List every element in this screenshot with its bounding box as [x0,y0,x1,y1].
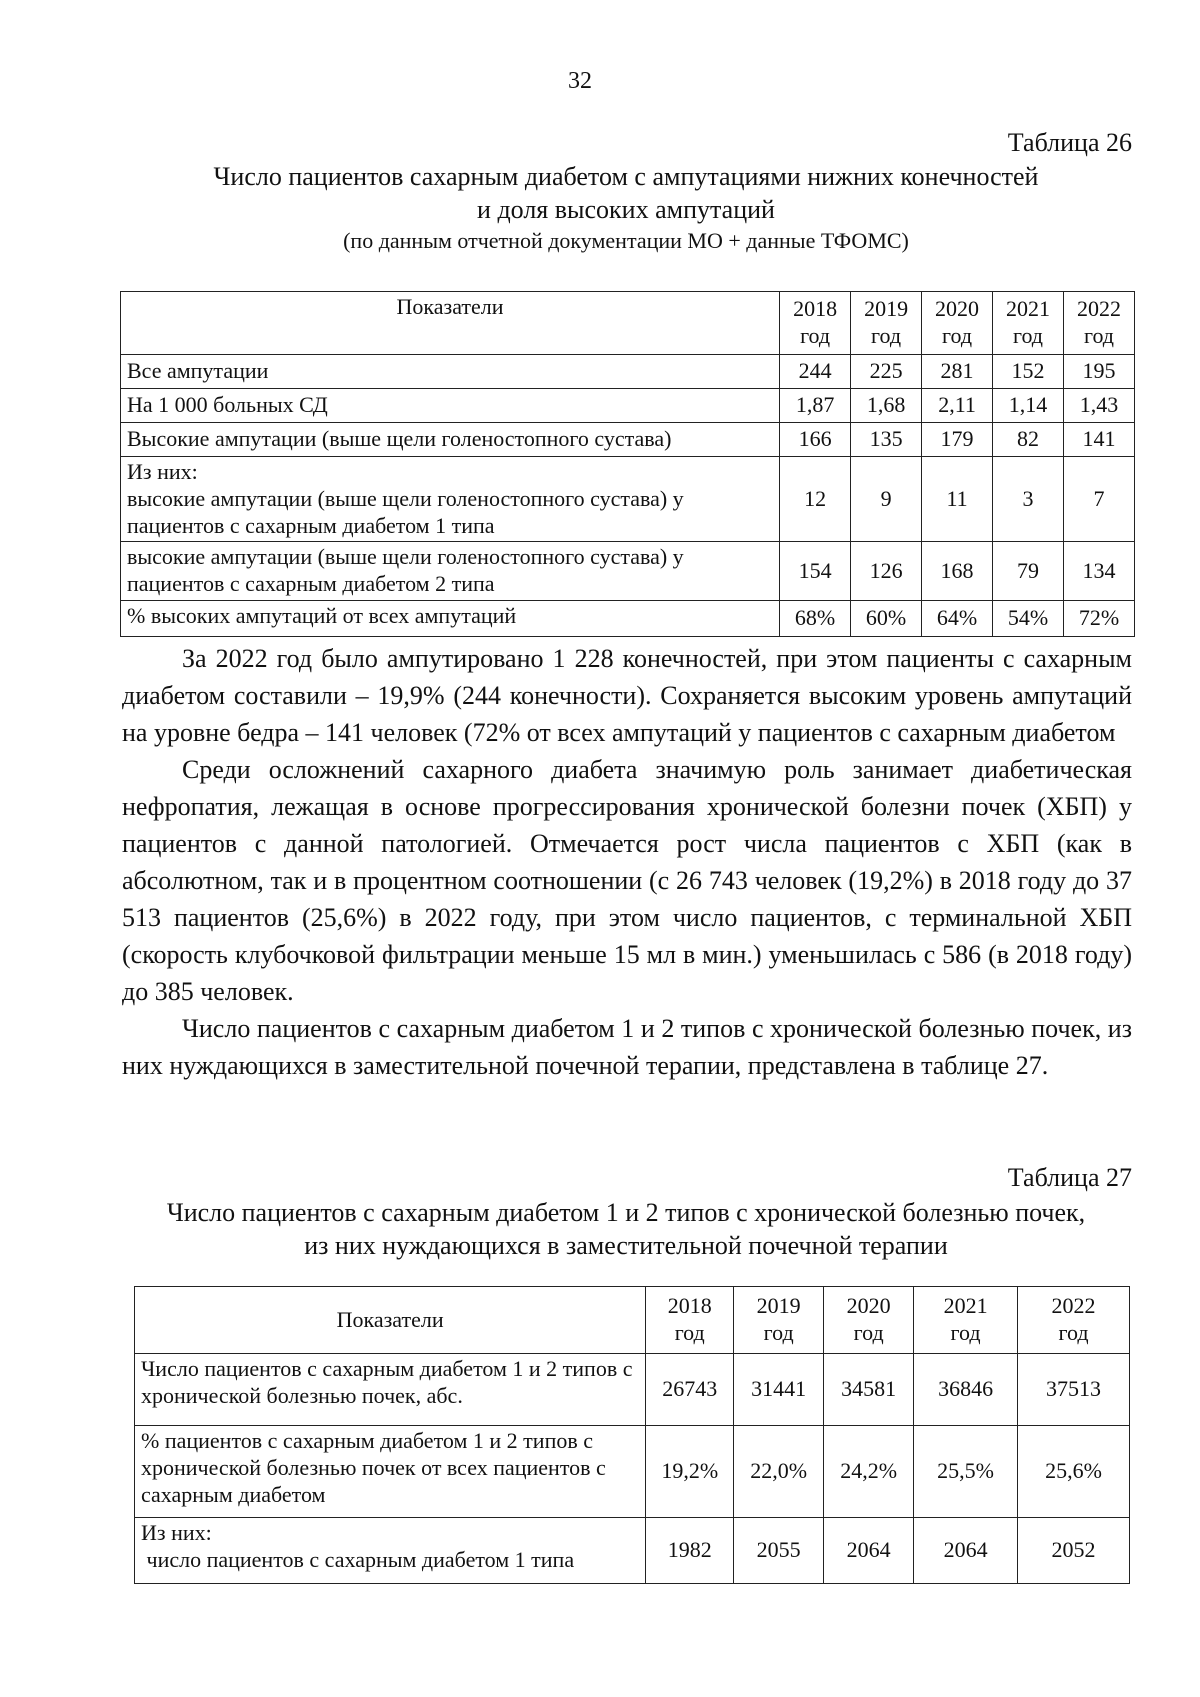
cell-value: 25,5% [914,1426,1018,1518]
table-27-title [120,1196,1132,1263]
cell-value: 60% [851,601,922,637]
cell-value: 82 [993,423,1064,457]
table-26-header-year: 2019 год [851,292,922,355]
table-row [121,423,1135,457]
cell-value: 2052 [1018,1518,1130,1584]
table-26 [120,291,1135,637]
cell-value: 72% [1063,601,1134,637]
table-26-header-year: 2021 год [993,292,1064,355]
row-label: высокие ампутации (выше щели голеностопного сустава) у пациентов с сахарным диабетом 2 типа [121,542,780,601]
paragraph: Число пациентов с сахарным диабетом 1 и 2 типов с хронической болезнью почек, из них нуждающихся в заместительной почечной терапии, представлена в таблице 27. [122,1014,1132,1080]
cell-value: 24,2% [824,1426,914,1518]
cell-value: 25,6% [1018,1426,1130,1518]
table-26-header-indicator: Показатели [121,292,780,355]
cell-value: 9 [851,457,922,542]
cell-value: 2,11 [922,389,993,423]
table-27-header-indicator: Показатели [135,1287,646,1354]
cell-value: 31441 [734,1354,824,1426]
cell-value: 134 [1063,542,1134,601]
cell-value: 12 [780,457,851,542]
table-27-header-row [135,1287,1130,1354]
cell-value: 1982 [646,1518,734,1584]
table-row [135,1518,1130,1584]
row-label: Из них: число пациентов с сахарным диабетом 1 типа [135,1518,646,1584]
cell-value: 141 [1063,423,1134,457]
table-26-subtitle: (по данным отчетной документации МО + данные ТФОМС) [343,227,909,253]
row-label: Из них: высокие ампутации (выше щели голеностопного сустава) у пациентов с сахарным диабетом 1 типа [121,457,780,542]
cell-value: 79 [993,542,1064,601]
cell-value: 22,0% [734,1426,824,1518]
cell-value: 36846 [914,1354,1018,1426]
cell-value: 179 [922,423,993,457]
cell-value: 19,2% [646,1426,734,1518]
table-row [121,355,1135,389]
table-26-header-year: 2020 год [922,292,993,355]
table-26-title [120,160,1132,255]
table-row [135,1426,1130,1518]
table-26-label: Таблица 26 [1007,128,1132,157]
row-label: Все ампутации [121,355,780,389]
cell-value: 166 [780,423,851,457]
table-27-header-year: 2022 год [1018,1287,1130,1354]
cell-value: 1,14 [993,389,1064,423]
cell-value: 54% [993,601,1064,637]
table-27-title-line2: из них нуждающихся в заместительной почечной терапии [304,1231,948,1261]
table-row [121,601,1135,637]
cell-value: 2055 [734,1518,824,1584]
page-number: 32 [568,68,592,94]
table-26-title-line1: Число пациентов сахарным диабетом с ампутациями нижних конечностей [213,162,1039,191]
cell-value: 281 [922,355,993,389]
table-row [135,1354,1130,1426]
cell-value: 37513 [1018,1354,1130,1426]
row-label-prefix: Из них: [141,1520,212,1545]
cell-value: 1,87 [780,389,851,423]
cell-value: 26743 [646,1354,734,1426]
table-row [121,542,1135,601]
table-row [121,457,1135,542]
row-label: Число пациентов с сахарным диабетом 1 и 2 типов с хронической болезнью почек, абс. [135,1354,646,1426]
cell-value: 195 [1063,355,1134,389]
row-label: На 1 000 больных СД [121,389,780,423]
table-26-header-year: 2018 год [780,292,851,355]
table-27-label: Таблица 27 [1007,1163,1132,1192]
table-27-header-year: 2019 год [734,1287,824,1354]
table-27-header-year: 2020 год [824,1287,914,1354]
cell-value: 168 [922,542,993,601]
cell-value: 34581 [824,1354,914,1426]
table-row [121,389,1135,423]
cell-value: 154 [780,542,851,601]
cell-value: 225 [851,355,922,389]
cell-value: 7 [1063,457,1134,542]
cell-value: 135 [851,423,922,457]
cell-value: 64% [922,601,993,637]
cell-value: 152 [993,355,1064,389]
body-text [122,640,1132,1084]
cell-value: 2064 [824,1518,914,1584]
cell-value: 3 [993,457,1064,542]
table-27-header-year: 2021 год [914,1287,1018,1354]
cell-value: 2064 [914,1518,1018,1584]
row-label-prefix: Из них: [127,459,198,484]
cell-value: 126 [851,542,922,601]
paragraph: Среди осложнений сахарного диабета значимую роль занимает диабетическая нефропатия, лежащая в основе прогрессирования хронической болезни почек (ХБП) у пациентов с данной патологией. Отмечается рост числа пациентов с ХБП (как в абсолютном, так и в процентном соотношении (с 26 743 человек (19,2%) в 2018 году до 37 513 пациентов (25,6%) в 2022 году, при этом число пациентов, с терминальной ХБП (скорость клубочковой фильтрации меньше 15 мл в мин.) уменьшилась с 586 (в 2018 году) до 385 человек. [122,755,1132,1006]
cell-value: 1,68 [851,389,922,423]
paragraph: За 2022 год было ампутировано 1 228 конечностей, при этом пациенты с сахарным диабетом составили – 19,9% (244 конечности). Сохраняется высоким уровень ампутаций на уровне бедра – 141 человек (72% от всех ампутаций у пациентов с сахарным диабетом [122,644,1132,747]
table-26-header-row [121,292,1135,355]
cell-value: 244 [780,355,851,389]
table-26-header-year: 2022 год [1063,292,1134,355]
cell-value: 11 [922,457,993,542]
table-27-title-line1: Число пациентов с сахарным диабетом 1 и 2 типов с хронической болезнью почек, [166,1198,1086,1227]
cell-value: 68% [780,601,851,637]
table-26-title-line2: и доля высоких ампутаций [477,195,775,225]
table-27 [134,1286,1130,1584]
row-label: % высоких ампутаций от всех ампутаций [121,601,780,637]
table-27-header-year: 2018 год [646,1287,734,1354]
row-label: % пациентов с сахарным диабетом 1 и 2 типов с хронической болезнью почек от всех пациентов с сахарным диабетом [135,1426,646,1518]
cell-value: 1,43 [1063,389,1134,423]
row-label: Высокие ампутации (выше щели голеностопного сустава) [121,423,780,457]
